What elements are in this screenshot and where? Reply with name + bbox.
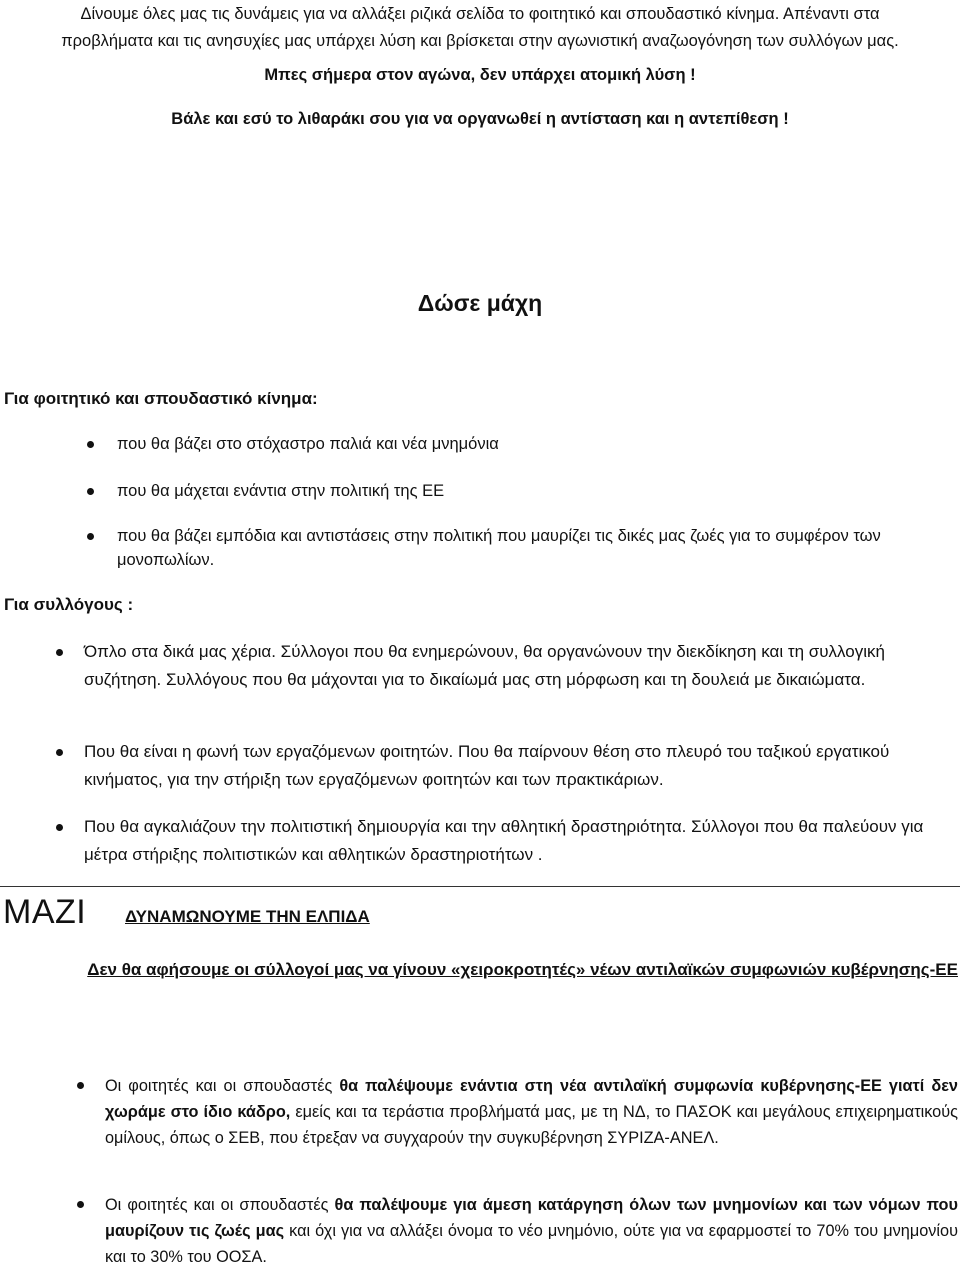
movement-label: Για φοιτητικό και σπουδαστικό κίνημα: [4, 389, 318, 408]
list-item: Που θα είναι η φωνή των εργαζόμενων φοιτητών. Που θα παίρνουν θέση στο πλευρό του ταξικού εργατικού κινήματος, για την στήριξη των εργαζόμενων φοιτητών και των πρακτικάριων. [84, 738, 956, 794]
divider-line [0, 886, 960, 887]
slogan-organize-resistance: Βάλε και εσύ το λιθαράκι σου για να οργανωθεί η αντίσταση και η αντεπίθεση ! [171, 110, 789, 128]
list-item [105, 1192, 958, 1270]
hope-heading: ΔΥΝΑΜΩΝΟΥΜΕ ΤΗΝ ΕΛΠΙΔΑ [125, 907, 370, 926]
item-emphasis: θα παλέψουμε για άμεση κατάργηση όλων των μνημονίων και των νόμων που μαυρίζουν τις ζωές μας [105, 1196, 958, 1240]
fight-title: Δώσε μάχη [417, 290, 543, 316]
list-item: Που θα αγκαλιάζουν την πολιτιστική δημιουργία και την αθλητική δραστηριότητα. Σύλλογοι που θα παλεύουν για μέτρα στήριξης πολιτιστικών και αθλητικών δραστηριοτήτων . [84, 813, 956, 869]
item-emphasis: θα παλέψουμε ενάντια στη νέα αντιλαϊκή συμφωνία κυβέρνησης-ΕΕ γιατί δεν χωράμε στο ίδιο κάδρο, [105, 1077, 958, 1121]
intro-line: Δίνουμε όλες μας τις δυνάμεις για να αλλάξει ριζικά σελίδα το φοιτητικό και σπουδαστικό κίνημα. Απέναντι στα [80, 5, 880, 23]
list-item: Όπλο στα δικά μας χέρια. Σύλλογοι που θα ενημερώνουν, θα οργανώνουν την διεκδίκηση και τη συλλογική συζήτηση. Συλλόγους που θα μάχονται για το δικαίωμά μας στη μόρφωση και τη δουλειά με δικαιώματα. [84, 638, 956, 694]
list-item: που θα μάχεται ενάντια στην πολιτική της ΕΕ [117, 479, 957, 503]
list-item [105, 1073, 958, 1151]
together-heading: ΜΑΖΙ [3, 893, 87, 931]
item-rest: και όχι για να αλλάξει όνομα το νέο μνημόνιο, ούτε για να εφαρμοστεί το 70% του μνημονίου και το 30% του ΟΟΣΑ. [105, 1222, 958, 1266]
unions-label: Για συλλόγους : [4, 595, 134, 614]
intro-line: προβλήματα και τις ανησυχίες μας υπάρχει λύση και βρίσκεται στην αγωνιστική αναζωογόνηση των συλλόγων μας. [61, 32, 899, 50]
warning-heading: Δεν θα αφήσουμε οι σύλλογοί μας να γίνουν «χειροκροτητές» νέων αντιλαϊκών συμφωνιών κυβέρνησης-ΕΕ [87, 960, 958, 979]
item-rest: εμείς και τα τεράστια προβλήματά μας, με τη ΝΔ, το ΠΑΣΟΚ και μεγάλους επιχειρηματικούς ομίλους, όπως ο ΣΕΒ, που έτρεξαν να συγχαρούν την συγκυβέρνηση ΣΥΡΙΖΑ-ΑΝΕΛ. [105, 1103, 958, 1147]
item-intro: Οι φοιτητές και οι σπουδαστές [105, 1196, 335, 1214]
item-intro: Οι φοιτητές και οι σπουδαστές [105, 1077, 340, 1095]
intro-paragraph [4, 1, 956, 55]
slogan-join-struggle: Μπες σήμερα στον αγώνα, δεν υπάρχει ατομική λύση ! [264, 66, 696, 84]
list-item: που θα βάζει στο στόχαστρο παλιά και νέα μνημόνια [117, 432, 957, 456]
list-item: που θα βάζει εμπόδια και αντιστάσεις στην πολιτική που μαυρίζει τις δικές μας ζωές για το συμφέρον των μονοπωλίων. [117, 524, 957, 572]
